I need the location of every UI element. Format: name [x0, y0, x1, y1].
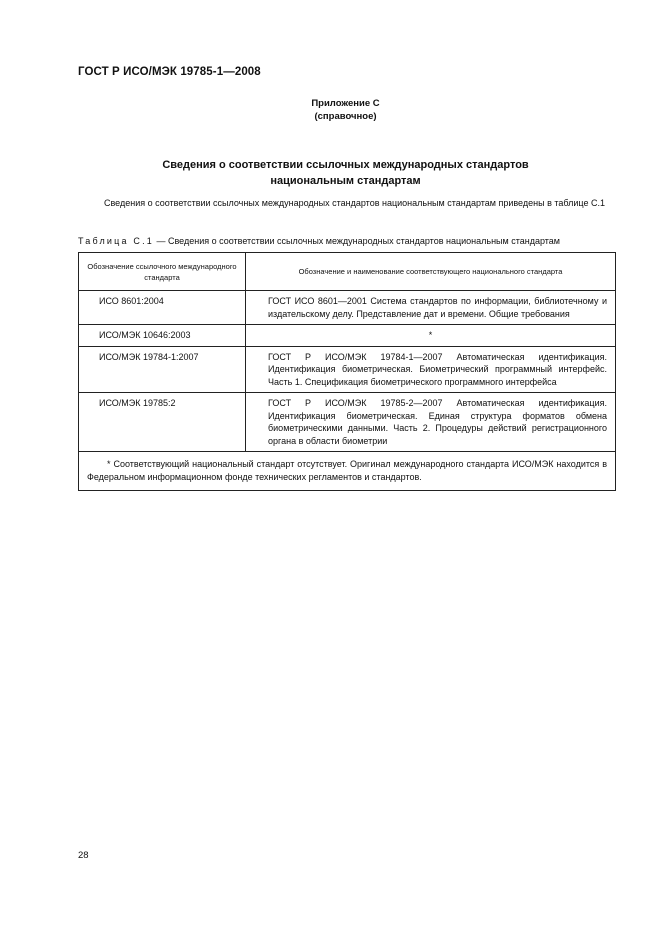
- annex-heading: [0, 97, 661, 123]
- national-standard: *: [246, 325, 616, 347]
- intro-paragraph: Сведения о соответствии ссылочных международных стандартов национальным стандартам приведены в таблице С.1: [104, 198, 605, 208]
- page-number: 28: [78, 850, 89, 861]
- col-header-national: Обозначение и наименование соответствующего национального стандарта: [246, 253, 616, 291]
- annex-label: Приложение С: [311, 98, 380, 109]
- table-caption-text: — Сведения о соответствии ссылочных международных стандартов национальным стандартам: [154, 236, 560, 246]
- national-standard: ГОСТ Р ИСО/МЭК 19784-1—2007 Автоматическая идентификация. Идентификация биометрическая. Биометрический программный интерфейс. Часть 1. Спецификация биометрического программного интерфейса: [246, 346, 616, 393]
- document-header: ГОСТ Р ИСО/МЭК 19785-1—2008: [78, 66, 261, 78]
- reference-standard: ИСО/МЭК 19785:2: [79, 393, 246, 452]
- reference-standard: ИСО/МЭК 19784-1:2007: [79, 346, 246, 393]
- section-title-line-2: национальным стандартам: [270, 175, 421, 187]
- table-row: [79, 346, 616, 393]
- reference-standard: ИСО 8601:2004: [79, 291, 246, 325]
- reference-standard: ИСО/МЭК 10646:2003: [79, 325, 246, 347]
- table-caption: [78, 236, 560, 246]
- table-row: [79, 393, 616, 452]
- national-standard: ГОСТ ИСО 8601—2001 Система стандартов по информации, библиотечному и издательскому делу. Представление дат и времени. Общие требования: [246, 291, 616, 325]
- table-row: [79, 291, 616, 325]
- table-caption-prefix: Таблица С.1: [78, 236, 154, 246]
- table-header-row: [79, 253, 616, 291]
- national-standard: ГОСТ Р ИСО/МЭК 19785-2—2007 Автоматическая идентификация. Идентификация биометрическая. Единая структура форматов обмена биометрическими данными. Часть 2. Процедуры действий регистрационного органа в области биометрии: [246, 393, 616, 452]
- annex-type: (справочное): [314, 111, 377, 122]
- table-footnote: * Соответствующий национальный стандарт отсутствует. Оригинал международного стандарта ИСО/МЭК находится в Федеральном информационном фонде технических регламентов и стандартов.: [79, 452, 616, 491]
- table-footnote-row: [79, 452, 616, 491]
- correspondence-table: [78, 252, 616, 491]
- col-header-reference: Обозначение ссылочного международного стандарта: [79, 253, 246, 291]
- table-row: [79, 325, 616, 347]
- section-title-line-1: Сведения о соответствии ссылочных международных стандартов: [162, 159, 529, 171]
- section-title: [0, 157, 661, 189]
